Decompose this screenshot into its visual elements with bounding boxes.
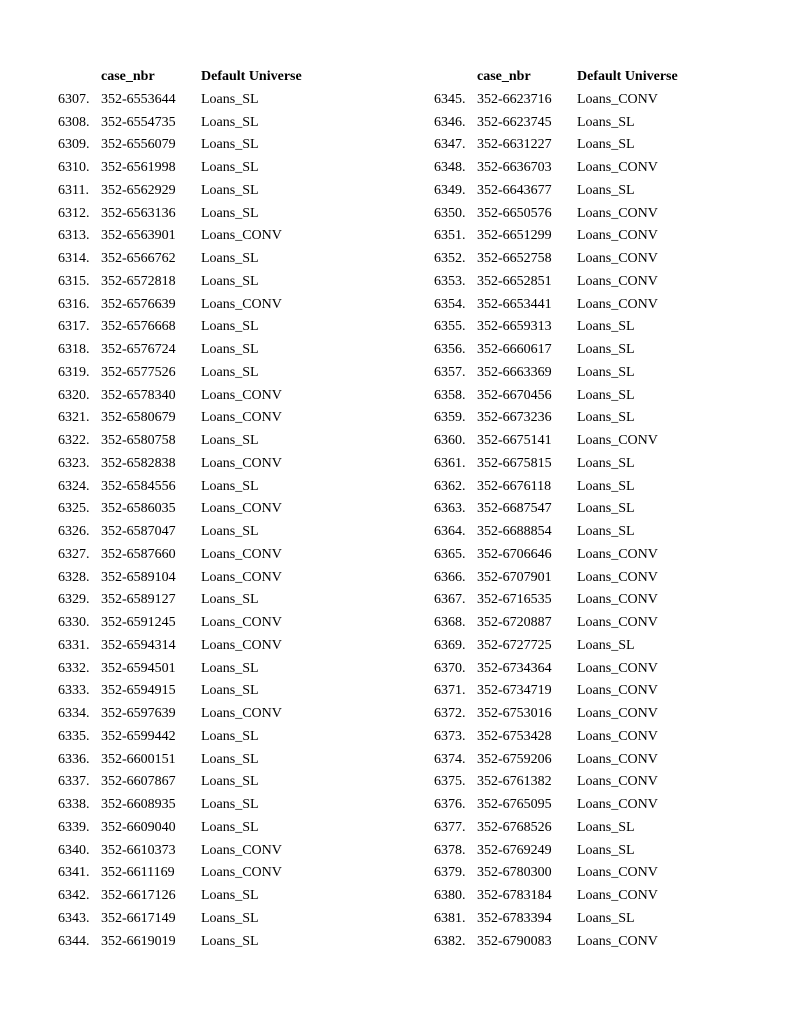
row-index: 6351. bbox=[434, 228, 466, 244]
case-nbr-cell: 352-6651299 bbox=[477, 228, 552, 244]
case-nbr-cell: 352-6563901 bbox=[101, 228, 176, 244]
case-nbr-cell: 352-6783184 bbox=[477, 888, 552, 903]
row-index: 6379. bbox=[434, 865, 466, 881]
row-index: 6369. bbox=[434, 637, 466, 653]
case-nbr-cell: 352-6761382 bbox=[477, 774, 552, 790]
row-index: 6344. bbox=[58, 933, 90, 949]
case-nbr-cell: 352-6783394 bbox=[477, 910, 552, 926]
universe-cell: Loans_CONV bbox=[577, 728, 658, 744]
case-nbr-header: case_nbr bbox=[101, 69, 155, 84]
case-nbr-cell: 352-6572818 bbox=[101, 273, 176, 289]
row-index: 6309. bbox=[58, 137, 90, 153]
row-index: 6366. bbox=[434, 569, 466, 585]
universe-cell: Loans_CONV bbox=[577, 751, 658, 767]
universe-cell: Loans_CONV bbox=[577, 774, 658, 790]
case-nbr-cell: 352-6623716 bbox=[477, 91, 552, 107]
case-nbr-cell: 352-6587047 bbox=[101, 524, 176, 539]
row-index: 6323. bbox=[58, 455, 90, 471]
row-index: 6333. bbox=[58, 683, 90, 699]
row-index: 6378. bbox=[434, 842, 466, 858]
universe-cell: Loans_CONV bbox=[577, 433, 658, 448]
row-index: 6346. bbox=[434, 114, 466, 130]
universe-cell: Loans_CONV bbox=[577, 615, 658, 630]
row-index: 6330. bbox=[58, 615, 90, 630]
row-index: 6321. bbox=[58, 410, 90, 426]
case-nbr-cell: 352-6589104 bbox=[101, 569, 176, 585]
universe-header: Default Universe bbox=[577, 69, 678, 84]
universe-cell: Loans_SL bbox=[201, 683, 259, 699]
universe-cell: Loans_SL bbox=[201, 592, 259, 608]
universe-cell: Loans_SL bbox=[201, 319, 259, 335]
row-index: 6316. bbox=[58, 296, 90, 312]
case-nbr-cell: 352-6734719 bbox=[477, 683, 552, 699]
row-index: 6332. bbox=[58, 660, 90, 676]
row-index: 6352. bbox=[434, 251, 466, 266]
row-index: 6315. bbox=[58, 273, 90, 289]
case-nbr-cell: 352-6706646 bbox=[477, 546, 552, 562]
row-index: 6328. bbox=[58, 569, 90, 585]
universe-cell: Loans_SL bbox=[201, 182, 259, 198]
universe-cell: Loans_SL bbox=[201, 751, 259, 767]
case-nbr-cell: 352-6663369 bbox=[477, 364, 552, 380]
row-index: 6358. bbox=[434, 387, 466, 403]
case-nbr-cell: 352-6600151 bbox=[101, 751, 176, 767]
case-nbr-cell: 352-6563136 bbox=[101, 205, 176, 221]
universe-cell: Loans_CONV bbox=[577, 797, 658, 812]
row-index: 6361. bbox=[434, 455, 466, 471]
case-nbr-cell: 352-6553644 bbox=[101, 91, 176, 107]
universe-cell: Loans_CONV bbox=[577, 160, 658, 175]
case-nbr-cell: 352-6676118 bbox=[477, 478, 552, 494]
row-index: 6311. bbox=[58, 182, 89, 198]
case-nbr-cell: 352-6675141 bbox=[477, 433, 552, 448]
row-index: 6337. bbox=[58, 774, 90, 790]
row-index: 6318. bbox=[58, 342, 90, 357]
universe-cell: Loans_SL bbox=[201, 364, 259, 380]
row-index: 6312. bbox=[58, 205, 90, 221]
universe-cell: Loans_CONV bbox=[201, 637, 282, 653]
universe-cell: Loans_CONV bbox=[201, 569, 282, 585]
case-nbr-cell: 352-6707901 bbox=[477, 569, 552, 585]
case-nbr-cell: 352-6727725 bbox=[477, 637, 552, 653]
universe-cell: Loans_SL bbox=[201, 888, 259, 903]
row-index: 6359. bbox=[434, 410, 466, 426]
row-index: 6336. bbox=[58, 751, 90, 767]
universe-cell: Loans_SL bbox=[577, 387, 635, 403]
row-index: 6363. bbox=[434, 501, 466, 517]
row-index: 6380. bbox=[434, 888, 466, 903]
universe-cell: Loans_SL bbox=[201, 728, 259, 744]
row-index: 6348. bbox=[434, 160, 466, 175]
universe-cell: Loans_CONV bbox=[577, 865, 658, 881]
case-nbr-cell: 352-6561998 bbox=[101, 160, 176, 175]
case-nbr-cell: 352-6660617 bbox=[477, 342, 552, 357]
universe-cell: Loans_SL bbox=[577, 455, 635, 471]
universe-cell: Loans_CONV bbox=[201, 615, 282, 630]
row-index: 6334. bbox=[58, 706, 90, 721]
universe-cell: Loans_SL bbox=[201, 273, 259, 289]
universe-cell: Loans_SL bbox=[577, 501, 635, 517]
row-index: 6364. bbox=[434, 524, 466, 539]
row-index: 6362. bbox=[434, 478, 466, 494]
universe-cell: Loans_CONV bbox=[577, 660, 658, 676]
row-index: 6319. bbox=[58, 364, 90, 380]
case-nbr-cell: 352-6577526 bbox=[101, 364, 176, 380]
row-index: 6349. bbox=[434, 182, 466, 198]
case-nbr-cell: 352-6594501 bbox=[101, 660, 176, 676]
universe-cell: Loans_CONV bbox=[577, 546, 658, 562]
row-index: 6375. bbox=[434, 774, 466, 790]
row-index: 6381. bbox=[434, 910, 466, 926]
row-index: 6335. bbox=[58, 728, 90, 744]
case-nbr-header: case_nbr bbox=[477, 69, 531, 84]
case-nbr-cell: 352-6768526 bbox=[477, 819, 552, 835]
universe-cell: Loans_SL bbox=[201, 91, 259, 107]
case-nbr-cell: 352-6643677 bbox=[477, 182, 552, 198]
case-nbr-cell: 352-6566762 bbox=[101, 251, 176, 266]
universe-cell: Loans_SL bbox=[577, 319, 635, 335]
universe-cell: Loans_SL bbox=[577, 182, 635, 198]
universe-cell: Loans_SL bbox=[577, 819, 635, 835]
case-nbr-cell: 352-6594915 bbox=[101, 683, 176, 699]
universe-cell: Loans_SL bbox=[201, 478, 259, 494]
case-nbr-cell: 352-6687547 bbox=[477, 501, 552, 517]
universe-cell: Loans_SL bbox=[577, 114, 635, 130]
case-nbr-cell: 352-6608935 bbox=[101, 797, 176, 812]
universe-cell: Loans_CONV bbox=[201, 296, 282, 312]
row-index: 6341. bbox=[58, 865, 90, 881]
case-nbr-cell: 352-6594314 bbox=[101, 637, 176, 653]
universe-cell: Loans_SL bbox=[577, 364, 635, 380]
row-index: 6339. bbox=[58, 819, 90, 835]
row-index: 6310. bbox=[58, 160, 90, 175]
case-nbr-cell: 352-6586035 bbox=[101, 501, 176, 517]
case-nbr-cell: 352-6720887 bbox=[477, 615, 552, 630]
row-index: 6317. bbox=[58, 319, 90, 335]
row-index: 6347. bbox=[434, 137, 466, 153]
case-nbr-cell: 352-6609040 bbox=[101, 819, 176, 835]
row-index: 6345. bbox=[434, 91, 466, 107]
universe-cell: Loans_CONV bbox=[577, 569, 658, 585]
row-index: 6367. bbox=[434, 592, 466, 608]
case-nbr-cell: 352-6556079 bbox=[101, 137, 176, 153]
case-nbr-cell: 352-6589127 bbox=[101, 592, 176, 608]
row-index: 6360. bbox=[434, 433, 466, 448]
row-index: 6343. bbox=[58, 910, 90, 926]
case-nbr-cell: 352-6765095 bbox=[477, 797, 552, 812]
row-index: 6314. bbox=[58, 251, 90, 266]
row-index: 6355. bbox=[434, 319, 466, 335]
universe-cell: Loans_CONV bbox=[577, 706, 658, 721]
row-index: 6325. bbox=[58, 501, 90, 517]
universe-cell: Loans_SL bbox=[577, 524, 635, 539]
row-index: 6365. bbox=[434, 546, 466, 562]
case-nbr-cell: 352-6753428 bbox=[477, 728, 552, 744]
case-nbr-cell: 352-6650576 bbox=[477, 205, 552, 221]
universe-cell: Loans_SL bbox=[201, 114, 259, 130]
row-index: 6324. bbox=[58, 478, 90, 494]
universe-cell: Loans_SL bbox=[577, 842, 635, 858]
case-nbr-cell: 352-6652851 bbox=[477, 273, 552, 289]
universe-cell: Loans_CONV bbox=[577, 205, 658, 221]
universe-cell: Loans_SL bbox=[577, 342, 635, 357]
universe-cell: Loans_CONV bbox=[201, 865, 282, 881]
universe-cell: Loans_SL bbox=[577, 137, 635, 153]
row-index: 6372. bbox=[434, 706, 466, 721]
universe-cell: Loans_CONV bbox=[201, 387, 282, 403]
universe-cell: Loans_CONV bbox=[201, 410, 282, 426]
universe-header: Default Universe bbox=[201, 69, 302, 84]
universe-cell: Loans_SL bbox=[201, 524, 259, 539]
case-nbr-cell: 352-6631227 bbox=[477, 137, 552, 153]
universe-cell: Loans_SL bbox=[201, 933, 259, 949]
universe-cell: Loans_CONV bbox=[577, 888, 658, 903]
universe-cell: Loans_SL bbox=[577, 637, 635, 653]
row-index: 6320. bbox=[58, 387, 90, 403]
case-nbr-cell: 352-6607867 bbox=[101, 774, 176, 790]
row-index: 6313. bbox=[58, 228, 90, 244]
row-index: 6376. bbox=[434, 797, 466, 812]
universe-cell: Loans_SL bbox=[201, 251, 259, 266]
universe-cell: Loans_CONV bbox=[577, 251, 658, 266]
case-nbr-cell: 352-6580679 bbox=[101, 410, 176, 426]
case-nbr-cell: 352-6734364 bbox=[477, 660, 552, 676]
row-index: 6356. bbox=[434, 342, 466, 357]
row-index: 6329. bbox=[58, 592, 90, 608]
case-nbr-cell: 352-6652758 bbox=[477, 251, 552, 266]
case-nbr-cell: 352-6610373 bbox=[101, 842, 176, 858]
universe-cell: Loans_CONV bbox=[201, 842, 282, 858]
row-index: 6373. bbox=[434, 728, 466, 744]
universe-cell: Loans_SL bbox=[201, 433, 259, 448]
universe-cell: Loans_SL bbox=[577, 910, 635, 926]
universe-cell: Loans_CONV bbox=[577, 933, 658, 949]
universe-cell: Loans_CONV bbox=[577, 273, 658, 289]
row-index: 6374. bbox=[434, 751, 466, 767]
row-index: 6342. bbox=[58, 888, 90, 903]
case-nbr-cell: 352-6599442 bbox=[101, 728, 176, 744]
universe-cell: Loans_SL bbox=[201, 660, 259, 676]
universe-cell: Loans_CONV bbox=[201, 546, 282, 562]
row-index: 6326. bbox=[58, 524, 90, 539]
universe-cell: Loans_SL bbox=[577, 478, 635, 494]
row-index: 6377. bbox=[434, 819, 466, 835]
case-nbr-cell: 352-6587660 bbox=[101, 546, 176, 562]
case-nbr-cell: 352-6576724 bbox=[101, 342, 176, 357]
universe-cell: Loans_SL bbox=[201, 797, 259, 812]
universe-cell: Loans_CONV bbox=[577, 683, 658, 699]
row-index: 6357. bbox=[434, 364, 466, 380]
universe-cell: Loans_CONV bbox=[577, 296, 658, 312]
case-nbr-cell: 352-6673236 bbox=[477, 410, 552, 426]
case-nbr-cell: 352-6584556 bbox=[101, 478, 176, 494]
universe-cell: Loans_CONV bbox=[577, 592, 658, 608]
case-nbr-cell: 352-6578340 bbox=[101, 387, 176, 403]
case-nbr-cell: 352-6597639 bbox=[101, 706, 176, 721]
universe-cell: Loans_SL bbox=[201, 342, 259, 357]
case-nbr-cell: 352-6790083 bbox=[477, 933, 552, 949]
row-index: 6371. bbox=[434, 683, 466, 699]
case-nbr-cell: 352-6611169 bbox=[101, 865, 175, 881]
universe-cell: Loans_CONV bbox=[577, 91, 658, 107]
row-index: 6308. bbox=[58, 114, 90, 130]
universe-cell: Loans_SL bbox=[201, 160, 259, 175]
case-nbr-cell: 352-6576639 bbox=[101, 296, 176, 312]
case-nbr-cell: 352-6759206 bbox=[477, 751, 552, 767]
case-nbr-cell: 352-6653441 bbox=[477, 296, 552, 312]
row-index: 6353. bbox=[434, 273, 466, 289]
case-nbr-cell: 352-6636703 bbox=[477, 160, 552, 175]
row-index: 6322. bbox=[58, 433, 90, 448]
row-index: 6327. bbox=[58, 546, 90, 562]
case-nbr-cell: 352-6659313 bbox=[477, 319, 552, 335]
case-nbr-cell: 352-6688854 bbox=[477, 524, 552, 539]
universe-cell: Loans_SL bbox=[201, 910, 259, 926]
case-nbr-cell: 352-6769249 bbox=[477, 842, 552, 858]
universe-cell: Loans_SL bbox=[201, 774, 259, 790]
case-nbr-cell: 352-6675815 bbox=[477, 455, 552, 471]
universe-cell: Loans_CONV bbox=[577, 228, 658, 244]
universe-cell: Loans_SL bbox=[201, 819, 259, 835]
case-nbr-cell: 352-6554735 bbox=[101, 114, 176, 130]
universe-cell: Loans_SL bbox=[201, 137, 259, 153]
row-index: 6338. bbox=[58, 797, 90, 812]
case-nbr-cell: 352-6623745 bbox=[477, 114, 552, 130]
case-nbr-cell: 352-6780300 bbox=[477, 865, 552, 881]
case-nbr-cell: 352-6562929 bbox=[101, 182, 176, 198]
universe-cell: Loans_CONV bbox=[201, 455, 282, 471]
universe-cell: Loans_CONV bbox=[201, 501, 282, 517]
row-index: 6331. bbox=[58, 637, 90, 653]
universe-cell: Loans_SL bbox=[577, 410, 635, 426]
universe-cell: Loans_CONV bbox=[201, 706, 282, 721]
row-index: 6370. bbox=[434, 660, 466, 676]
row-index: 6382. bbox=[434, 933, 466, 949]
case-nbr-cell: 352-6617149 bbox=[101, 910, 176, 926]
universe-cell: Loans_CONV bbox=[201, 228, 282, 244]
universe-cell: Loans_SL bbox=[201, 205, 259, 221]
row-index: 6340. bbox=[58, 842, 90, 858]
row-index: 6307. bbox=[58, 91, 90, 107]
case-nbr-cell: 352-6716535 bbox=[477, 592, 552, 608]
case-nbr-cell: 352-6753016 bbox=[477, 706, 552, 721]
row-index: 6350. bbox=[434, 205, 466, 221]
case-nbr-cell: 352-6591245 bbox=[101, 615, 176, 630]
row-index: 6354. bbox=[434, 296, 466, 312]
case-nbr-cell: 352-6617126 bbox=[101, 888, 176, 903]
case-nbr-cell: 352-6619019 bbox=[101, 933, 176, 949]
case-nbr-cell: 352-6580758 bbox=[101, 433, 176, 448]
case-nbr-cell: 352-6582838 bbox=[101, 455, 176, 471]
case-nbr-cell: 352-6670456 bbox=[477, 387, 552, 403]
case-nbr-cell: 352-6576668 bbox=[101, 319, 176, 335]
row-index: 6368. bbox=[434, 615, 466, 630]
